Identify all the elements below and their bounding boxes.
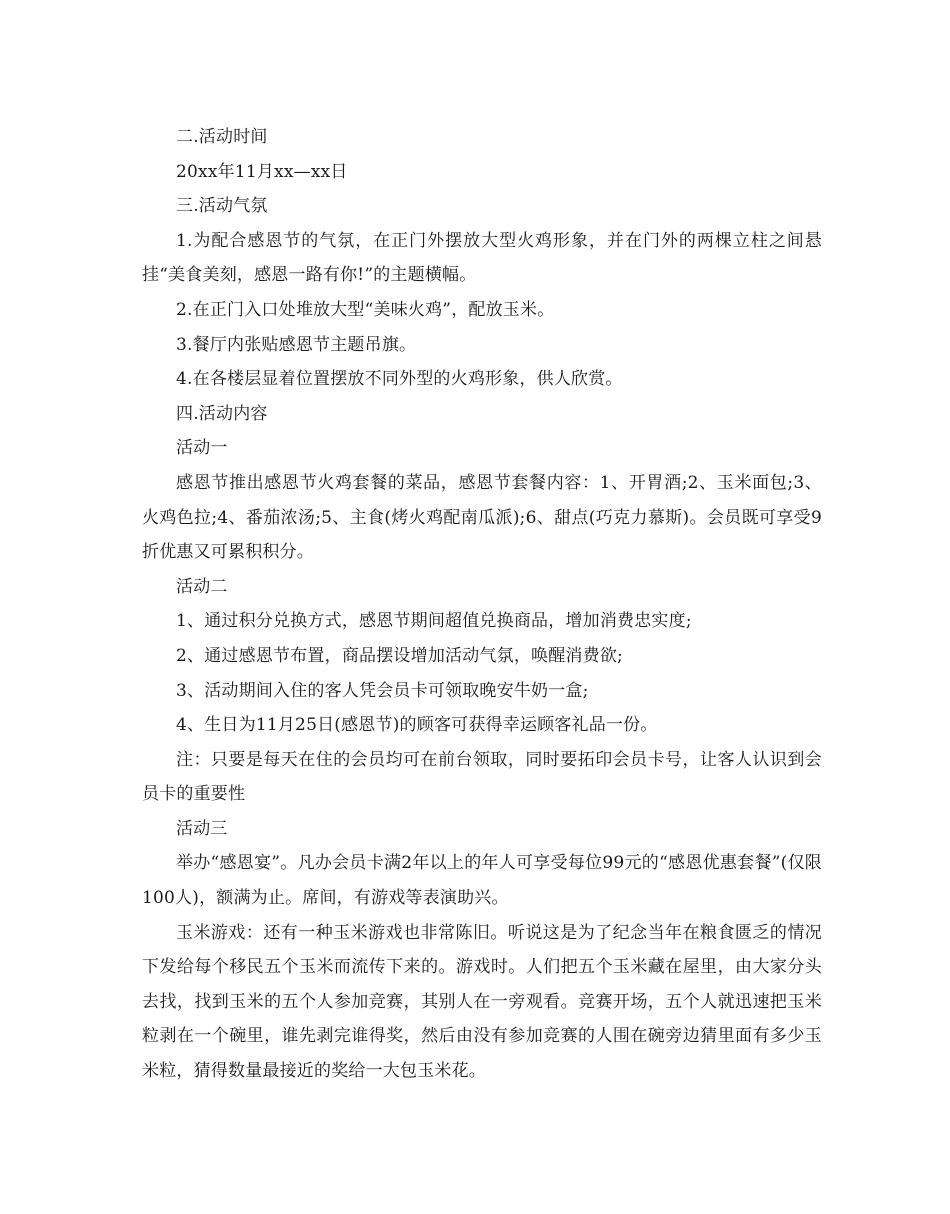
paragraph-note: 注：只要是每天在住的会员均可在前台领取，同时要拓印会员卡号，让客人认识到会员卡的重要性 [142,749,822,805]
paragraph-activity-2-item-4: 4、生日为11月25日(感恩节)的顾客可获得幸运顾客礼品一份。 [176,715,658,736]
paragraph-activity-3: 举办“感恩宴”。凡办会员卡满2年以上的年人可享受每位99元的“感恩优惠套餐”(仅限100人)，额满为止。席间，有游戏等表演助兴。 [142,853,822,909]
paragraph-activity-2-item-2: 2、通过感恩节布置，商品摆设增加活动气氛，唤醒消费欲; [176,645,623,666]
section-heading-content: 四.活动内容 [176,403,268,424]
paragraph-activity-2-item-1: 1、通过积分兑换方式，感恩节期间超值兑换商品，增加消费忠实度; [176,611,692,632]
subheading-activity-2: 活动二 [176,576,228,597]
paragraph-atmosphere-1: 1.为配合感恩节的气氛，在正门外摆放大型火鸡形象，并在门外的两棵立柱之间悬挂“美食美刻，感恩一路有你!”的主题横幅。 [142,230,822,286]
paragraph-atmosphere-4: 4.在各楼层显着位置摆放不同外型的火鸡形象，供人欣赏。 [176,369,623,390]
subheading-activity-1: 活动一 [176,438,228,459]
paragraph-atmosphere-2: 2.在正门入口处堆放大型“美味火鸡”，配放玉米。 [176,299,555,320]
subheading-activity-3: 活动三 [176,818,228,839]
paragraph-corn-game: 玉米游戏：还有一种玉米游戏也非常陈旧。听说这是为了纪念当年在粮食匮乏的情况下发给每个移民五个玉米而流传下来的。游戏时。人们把五个玉米藏在屋里，由大家分头去找，找到玉米的五个人参加竞赛，其别人在一旁观看。竞赛开场，五个人就迅速把玉米粒剥在一个碗里，谁先剥完谁得奖，然后由没有参加竞赛的人围在碗旁边猜里面有多少玉米粒，猜得数量最接近的奖给一大包玉米花。 [142,922,822,1082]
paragraph-activity-1: 感恩节推出感恩节火鸡套餐的菜品，感恩节套餐内容：1、开胃酒;2、玉米面包;3、火鸡色拉;4、番茄浓汤;5、主食(烤火鸡配南瓜派);6、甜点(巧克力慕斯)。会员既可享受9折优惠又可累积积分。 [142,472,822,563]
paragraph-activity-2-item-3: 3、活动期间入住的客人凭会员卡可领取晚安牛奶一盒; [176,680,589,701]
section-heading-atmosphere: 三.活动气氛 [176,196,268,217]
paragraph-date: 20xx年11月xx—xx日 [176,161,348,182]
document-body [142,120,822,1089]
section-heading-time: 二.活动时间 [176,127,268,147]
paragraph-atmosphere-3: 3.餐厅内张贴感恩节主题吊旗。 [176,334,417,355]
